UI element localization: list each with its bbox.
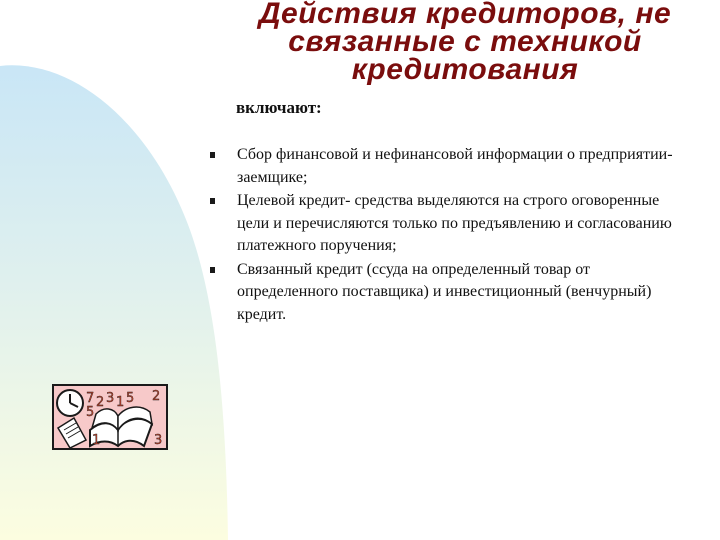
slide-title bbox=[225, 0, 705, 84]
title-line-2: связанные с техникой bbox=[288, 25, 642, 58]
bullet-square-icon bbox=[210, 198, 215, 204]
title-line-3: кредитования bbox=[351, 53, 579, 86]
bullet-item bbox=[210, 190, 680, 258]
clock-book-calendar-icon bbox=[52, 384, 168, 450]
clipart-digit: 3 bbox=[106, 391, 115, 406]
clipart-digit: 2 bbox=[152, 389, 161, 404]
clipart-digit: 3 bbox=[154, 433, 163, 448]
bullet-square-icon bbox=[210, 152, 215, 158]
bullet-text: Связанный кредит (ссуда на определенный товар от определенного поставщика) и инвестиционный (венчурный) кредит. bbox=[237, 260, 652, 323]
clipart-digit: 2 bbox=[96, 395, 105, 410]
title-line-1: Действия кредиторов, не bbox=[258, 0, 672, 30]
bullet-square-icon bbox=[210, 267, 215, 273]
clipart-digit: 1 bbox=[92, 433, 101, 448]
clipart-digit: 5 bbox=[86, 405, 95, 420]
background-gradient-shape bbox=[0, 0, 230, 540]
bullet-item bbox=[210, 144, 680, 189]
bullet-text: Сбор финансовой и нефинансовой информации о предприятии-заемщике; bbox=[237, 146, 673, 186]
bullet-list bbox=[210, 144, 680, 326]
clipart-digit: 7 bbox=[86, 391, 95, 406]
clipart-digit: 1 bbox=[116, 395, 125, 410]
bullet-text: Целевой кредит- средства выделяются на строго оговоренные цели и перечисляются только по предъявлению и согласованию платежного поручения; bbox=[237, 192, 672, 254]
intro-text: включают: bbox=[236, 98, 322, 117]
bullet-item bbox=[210, 259, 680, 327]
clipart-digit: 5 bbox=[126, 391, 135, 406]
